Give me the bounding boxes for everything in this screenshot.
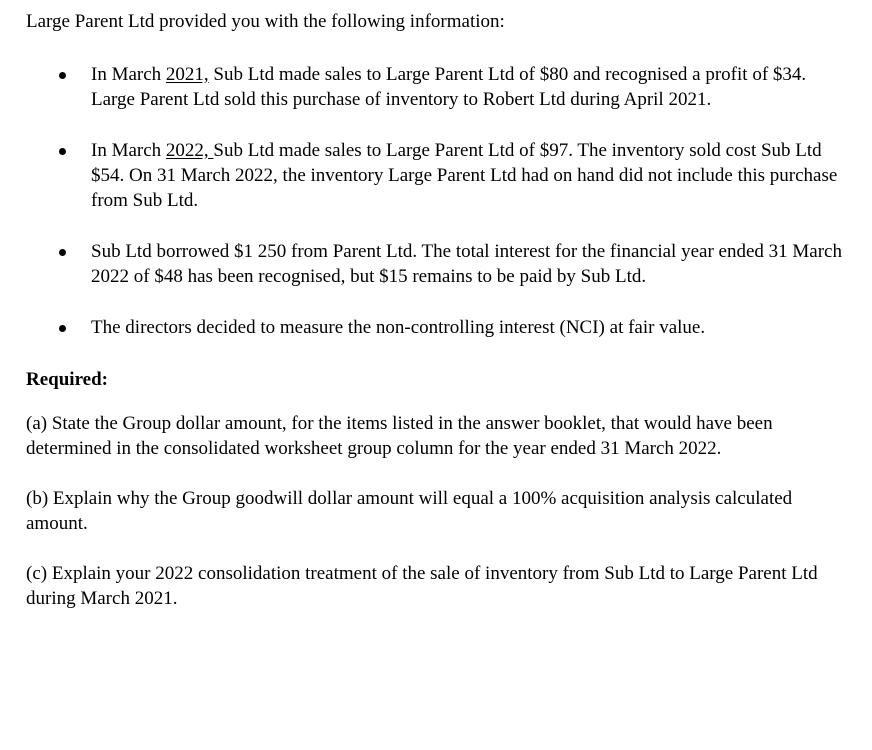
list-item bbox=[26, 62, 851, 112]
underlined-year: 2021, bbox=[165, 64, 209, 85]
question-b: (b) Explain why the Group goodwill dollar amount will equal a 100% acquisition analysis calculated amount. bbox=[26, 488, 793, 534]
document-body bbox=[26, 9, 856, 611]
list-item bbox=[26, 315, 851, 340]
list-item-text: The directors decided to measure the non-controlling interest (NCI) at fair value. bbox=[91, 317, 706, 338]
information-list bbox=[26, 62, 856, 340]
underlined-year: 2022, bbox=[165, 140, 214, 161]
bullet-icon bbox=[59, 148, 66, 155]
question-c: (c) Explain your 2022 consolidation treatment of the sale of inventory from Sub Ltd to Large Parent Ltd during March 2021. bbox=[26, 563, 818, 609]
bullet-icon bbox=[59, 72, 66, 79]
list-item-text: In March 2021, Sub Ltd made sales to Large Parent Ltd of $80 and recognised a profit of $34. Large Parent Ltd sold this purchase of inventory to Robert Ltd during April 2021. bbox=[91, 64, 807, 110]
list-item bbox=[26, 138, 851, 213]
list-item-text: In March 2022, Sub Ltd made sales to Large Parent Ltd of $97. The inventory sold cost Sub Ltd $54. On 31 March 2022, the inventory Large Parent Ltd had on hand did not include this purchase from Sub Ltd. bbox=[91, 140, 838, 211]
required-heading: Required: bbox=[26, 369, 108, 390]
list-item-text: Sub Ltd borrowed $1 250 from Parent Ltd. The total interest for the financial year ended 31 March 2022 of $48 has been recognised, but $15 remains to be paid by Sub Ltd. bbox=[91, 241, 842, 287]
bullet-icon bbox=[59, 325, 66, 332]
bullet-icon bbox=[59, 249, 66, 256]
list-item bbox=[26, 239, 851, 289]
intro-text: Large Parent Ltd provided you with the following information: bbox=[26, 11, 505, 32]
question-a: (a) State the Group dollar amount, for the items listed in the answer booklet, that would have been determined in the consolidated worksheet group column for the year ended 31 March 2022. bbox=[26, 413, 773, 459]
